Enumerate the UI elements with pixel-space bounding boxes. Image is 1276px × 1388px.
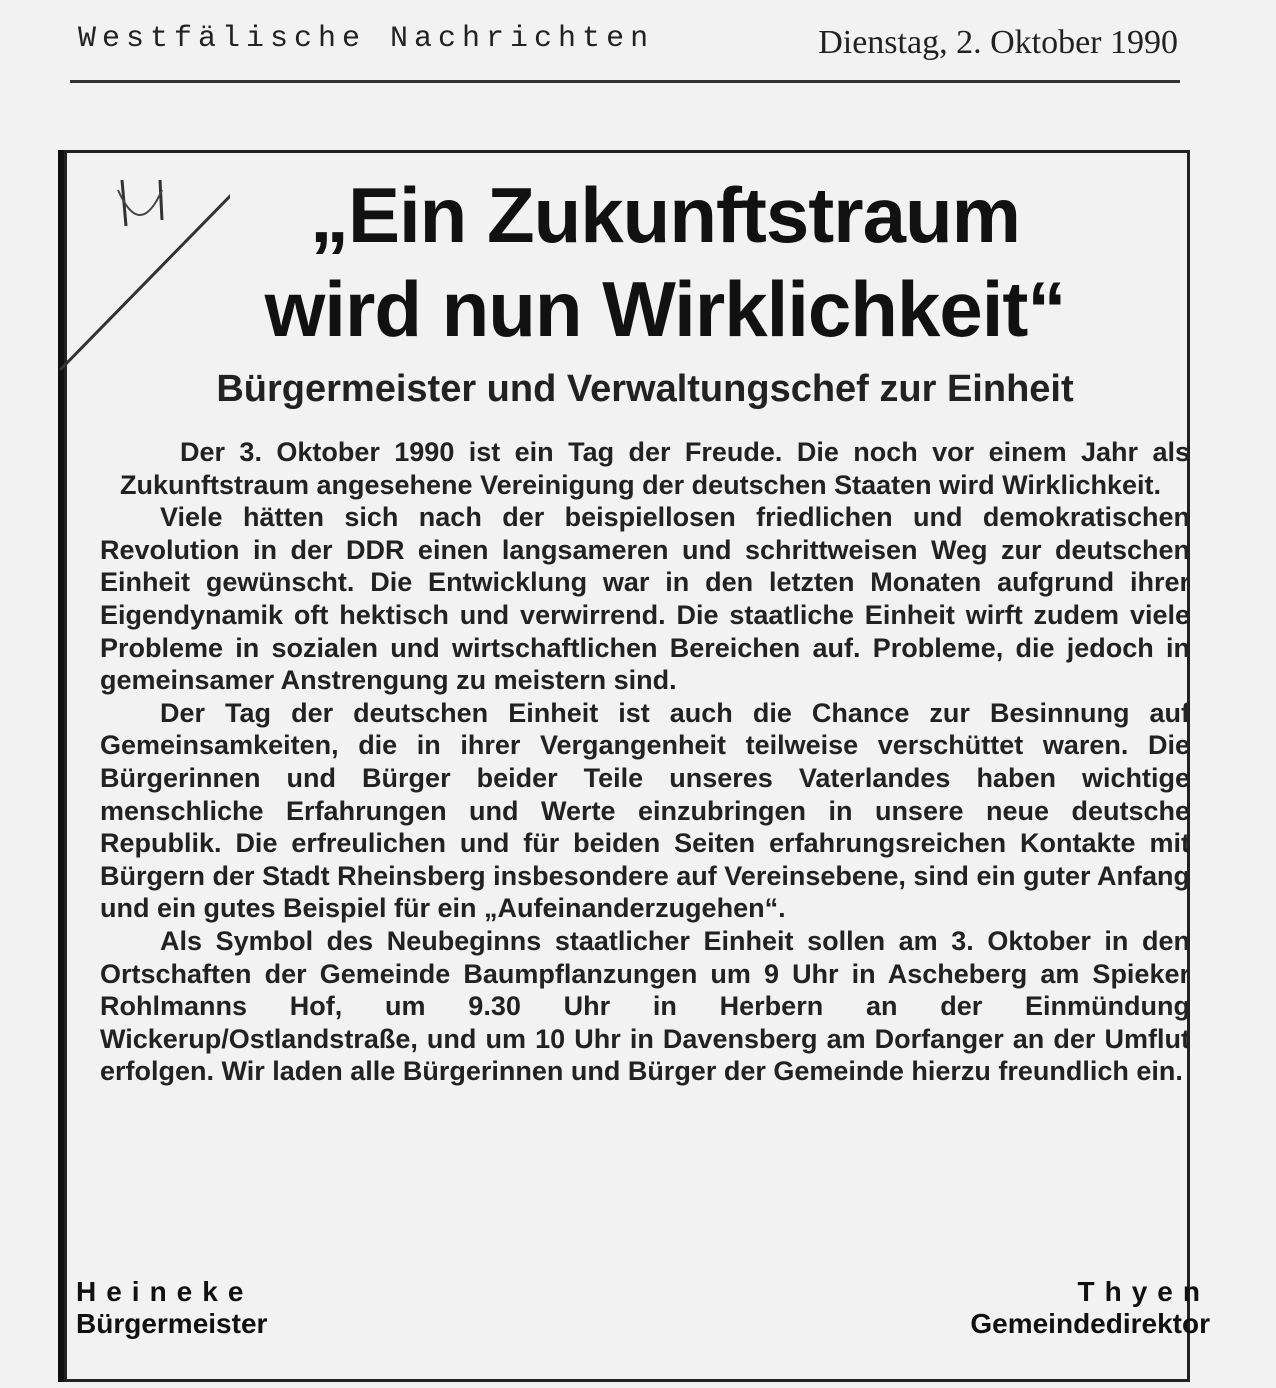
headline [150,168,1180,356]
paragraph: Viele hätten sich nach der beispiellosen friedlichen und demokratischen Revolution in der DDR einen langsameren und schrittweisen Weg zur deutschen Einheit gewünscht. Die Entwicklung war in den letzten Monaten aufgrund ihrer Eigendynamik oft hektisch und verwirrend. Die staatliche Einheit wirft zudem viele Probleme in sozialen und wirtschaftlichen Bereichen auf. Probleme, die jedoch in gemeinsamer Anstrengung zu meistern sind. [100,502,1190,696]
newspaper-name: Westfälische Nachrichten [78,22,655,56]
article-body [100,436,1190,1088]
masthead-rule [70,80,1180,83]
signature-title: Gemeindedirektor [970,1308,1210,1339]
issue-date: Dienstag, 2. Oktober 1990 [818,24,1178,61]
paragraph: Der Tag der deutschen Einheit ist auch die Chance zur Besinnung auf Gemeinsamkeiten, die in ihrer Vergangenheit teilweise verschüttet waren. Die Bürgerinnen und Bürger beider Teile unseres Vaterlandes haben wichtige menschliche Erfahrungen und Werte einzubringen in unsere neue deutsche Republik. Die erfreulichen und für beiden Seiten erfahrungsreichen Kontakte mit Bürgern der Stadt Rheinsberg insbesondere auf Vereinsebene, sind ein guter Anfang und ein gutes Beispiel für ein „Aufeinanderzugehen“. [100,697,1190,924]
signature-name: Thyen [1077,1276,1210,1307]
masthead [78,18,1178,70]
headline-line-2: wird nun Wirklichkeit“ [264,265,1066,353]
signature-name: Heineke [76,1276,254,1307]
signature-title: Bürgermeister [76,1308,268,1339]
headline-line-1: „Ein Zukunftstraum [309,171,1020,259]
subheadline: Bürgermeister und Verwaltungschef zur Einheit [216,368,1074,410]
signature-left [76,1276,267,1340]
paragraph: Der 3. Oktober 1990 ist ein Tag der Freude. Die noch vor einem Jahr als Zukunftstraum angesehene Vereinigung der deutschen Staaten wird Wirklichkeit. [120,437,1190,500]
signature-right [970,1276,1210,1340]
paragraph: Als Symbol des Neubeginns staatlicher Einheit sollen am 3. Oktober in den Ortschaften der Gemeinde Baumpflanzungen um 9 Uhr in Ascheberg am Spieker Rohlmanns Hof, um 9.30 Uhr in Herbern an der Einmündung Wickerup/Ostlandstraße, und um 10 Uhr in Davensberg am Dorfanger an der Umflut erfolgen. Wir laden alle Bürgerinnen und Bürger der Gemeinde hierzu freundlich ein. [100,925,1190,1087]
